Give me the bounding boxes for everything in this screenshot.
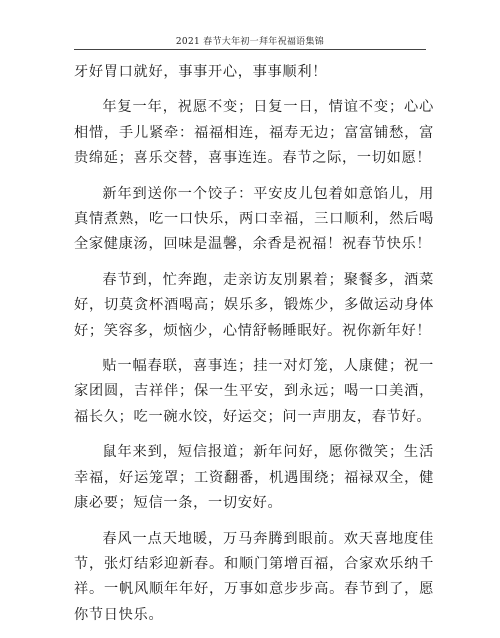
paragraph: 贴一幅春联，喜事连；挂一对灯笼，人康健；祝一家团圆，吉祥伴；保一生平安，到永远；喝一口美酒，福长久；吃一碗水饺，好运交；问一声朋友，春节好。	[74, 358, 434, 425]
paragraph: 新年到送你一个饺子：平安皮儿包着如意馅儿，用真情煮熟，吃一口快乐，两口幸福，三口顺利，然后喝全家健康汤，回味是温馨，余香是祝福！祝春节快乐！	[74, 185, 434, 253]
page-header-title: 2021 春节大年初一拜年祝福语集锦	[175, 37, 325, 47]
paragraph: 牙好胃口就好，事事开心，事事顺利！	[74, 64, 328, 80]
paragraph: 春节到，忙奔跑，走亲访友別累着；聚餐多，酒菜好，切莫贪杯酒喝高；娱乐多，锻炼少，多做运动身体好；笑容多，烦恼少，心情舒畅睡眠好。祝你新年好！	[74, 271, 434, 339]
header-divider	[74, 49, 426, 50]
paragraph: 鼠年来到，短信报道；新年问好，愿你微笑；生活幸福，好运笼罩；工资翻番，机遇围绕；福禄双全，健康必要；短信一条，一切安好。	[74, 444, 434, 512]
paragraph: 年复一年，祝愿不变；日复一日，情谊不变；心心相惜，手儿紧牵：福福相连，福寿无边；富富铺愁，富贵绵延；喜乐交替，喜事连连。春节之际，一切如愿！	[74, 99, 434, 167]
paragraph: 春风一点天地暖，万马奔腾到眼前。欢天喜地度佳节，张灯结彩迎新春。和顺门第增百福，合家欢乐纳千祥。一帆风顺年年好，万事如意步步高。春节到了，愿你节日快乐。	[74, 530, 434, 623]
document-body	[74, 60, 434, 638]
